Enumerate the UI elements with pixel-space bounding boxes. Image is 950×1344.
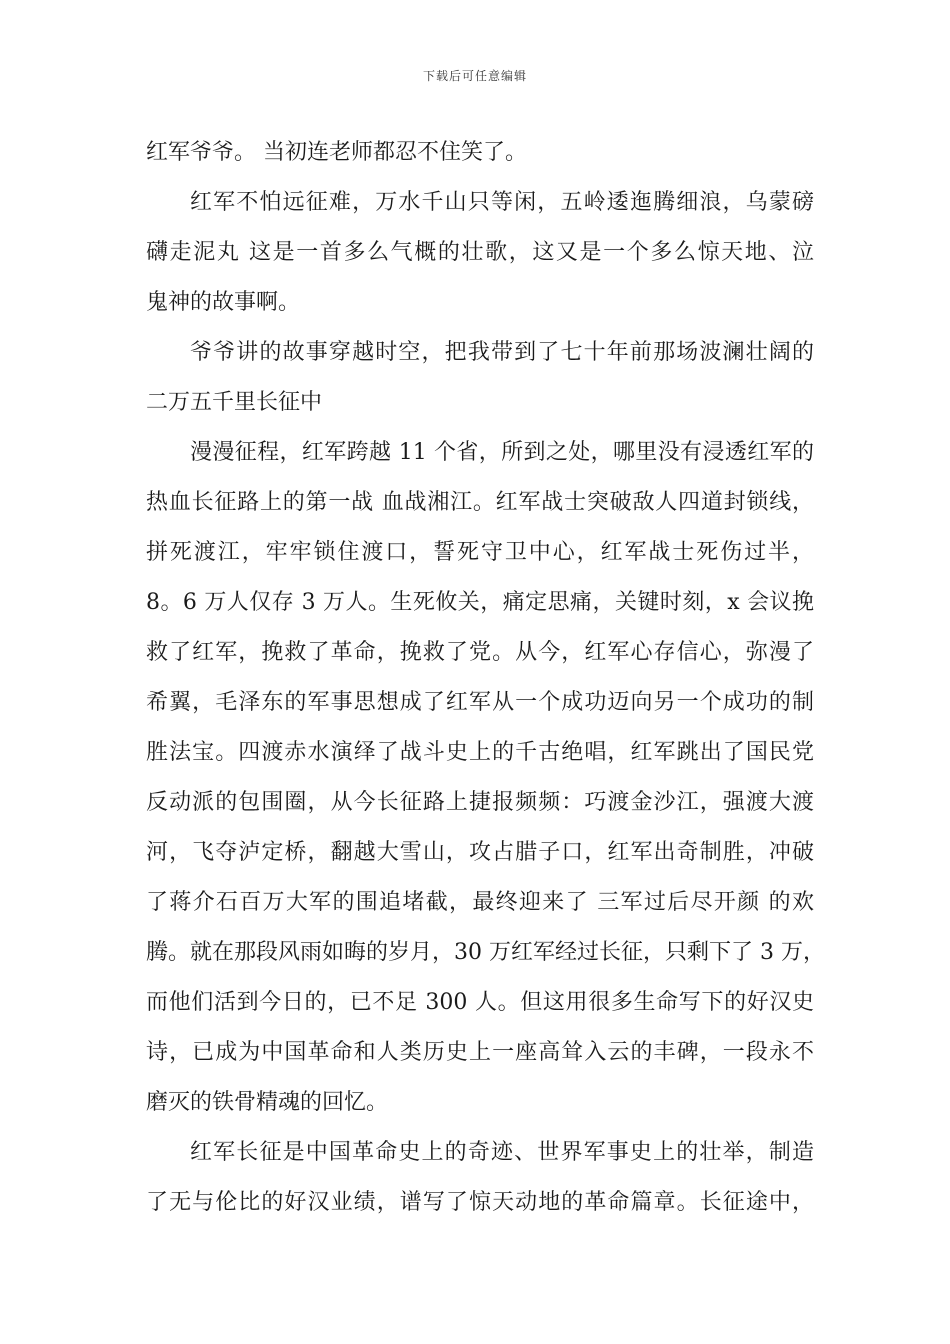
text-line: 河，飞夺泸定桥，翻越大雪山，攻占腊子口，红军出奇制胜，冲破 (146, 840, 814, 865)
text-line: 希翼，毛泽东的军事思想成了红军从一个成功迈向另一个成功的制 (146, 690, 814, 715)
text-line: 腾。就在那段风雨如晦的岁月，30 万红军经过长征，只剩下了 3 万， (146, 940, 825, 965)
text-line: 了无与伦比的好汉业绩，谱写了惊天动地的革命篇章。长征途中， (146, 1190, 814, 1215)
text-line: 热血长征路上的第一战 血战湘江。红军战士突破敌人四道封锁线， (146, 490, 814, 515)
page-header: 下载后可任意编辑 (422, 69, 527, 83)
text-line: 诗，已成为中国革命和人类历史上一座高耸入云的丰碑，一段永不 (146, 1040, 814, 1065)
text-line: 礴走泥丸 这是一首多么气概的壮歌，这又是一个多么惊天地、泣 (146, 240, 814, 265)
text-line: 胜法宝。四渡赤水演绎了战斗史上的千古绝唱，红军跳出了国民党 (146, 740, 814, 765)
text-line: 漫漫征程，红军跨越 11 个省，所到之处，哪里没有浸透红军的 (190, 440, 814, 465)
text-line: 爷爷讲的故事穿越时空，把我带到了七十年前那场波澜壮阔的 (190, 340, 814, 365)
text-line: 救了红军，挽救了革命，挽救了党。从今，红军心存信心，弥漫了 (146, 640, 814, 665)
text-line: 磨灭的铁骨精魂的回忆。 (146, 1090, 389, 1115)
document-body (146, 128, 825, 1228)
text-line: 红军长征是中国革命史上的奇迹、世界军事史上的壮举，制造 (190, 1140, 814, 1165)
text-line: 了蒋介石百万大军的围追堵截，最终迎来了 三军过后尽开颜 的欢 (146, 890, 814, 915)
text-line: 鬼神的故事啊。 (146, 290, 301, 315)
text-line: 8。6 万人仅存 3 万人。生死攸关，痛定思痛，关键时刻，x 会议挽 (146, 590, 814, 615)
text-line: 反动派的包围圈，从今长征路上捷报频频：巧渡金沙江，强渡大渡 (146, 790, 814, 815)
text-line: 二万五千里长征中 (146, 390, 323, 415)
text-line: 而他们活到今日的，已不足 300 人。但这用很多生命写下的好汉史 (146, 990, 814, 1015)
text-line: 红军不怕远征难，万水千山只等闲，五岭逶迤腾细浪，乌蒙磅 (190, 190, 814, 215)
text-line: 红军爷爷。 当初连老师都忍不住笑了。 (146, 140, 527, 165)
text-line: 拼死渡江，牢牢锁住渡口，誓死守卫中心，红军战士死伤过半， (146, 540, 814, 565)
